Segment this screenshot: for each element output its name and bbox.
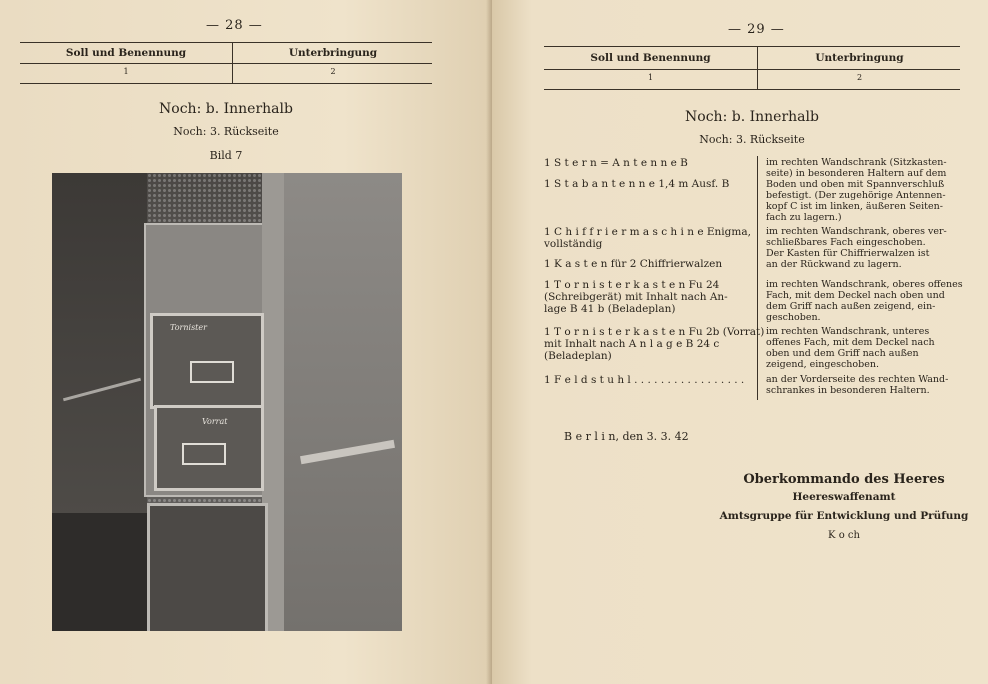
placement-text: an der Vorderseite des rechten Wand- schrankes in besonderen Haltern.	[766, 374, 949, 396]
header-col-2: Unterbringung 2	[757, 47, 961, 89]
table-header	[544, 46, 960, 90]
page-number: — 29 —	[728, 22, 785, 37]
header-col-1: Soll und Benennung 1	[590, 52, 711, 82]
list-item: 1 S t e r n = A n t e n n e B	[544, 157, 688, 169]
placement-text: im rechten Wandschrank (Sitzkasten- seite) in besonderen Haltern auf dem Boden und oben mit Spannverschluß befestigt. (Der zugehörige Antennen- kopf C ist im linken, äußeren Seiten- fach zu lagern.)	[766, 157, 947, 223]
photo-label-tornister: Tornister	[170, 323, 207, 332]
column-divider	[757, 156, 758, 400]
section-caption: Noch: b. Innerhalb	[685, 109, 819, 125]
signature-group: Amtsgruppe für Entwicklung und Prüfung	[719, 510, 969, 522]
figure-caption: Bild 7	[209, 149, 243, 162]
page-number: — 28 —	[206, 18, 263, 33]
table-header	[20, 42, 432, 84]
header-col-2: Unterbringung 2	[232, 43, 433, 83]
left-page	[0, 0, 492, 684]
placement-text: im rechten Wandschrank, unteres offenes Fach, mit dem Deckel nach oben und dem Griff nach außen zeigend, eingeschoben.	[766, 326, 935, 370]
photo-radio-cabinet	[52, 173, 402, 631]
list-item: 1 T o r n i s t e r k a s t e n Fu 24 (Schreibgerät) mit Inhalt nach An- lage B 41 b (Beladeplan)	[544, 279, 728, 315]
signature-dept: Heereswaffenamt	[792, 491, 896, 503]
signature-name: K o ch	[828, 530, 860, 541]
subsection-caption: Noch: 3. Rückseite	[699, 133, 805, 146]
signature-org: Oberkommando des Heeres	[743, 472, 945, 487]
list-item: 1 F e l d s t u h l . . . . . . . . . . . . . . . . .	[544, 374, 745, 386]
placement-text: im rechten Wandschrank, oberes ver- schließbares Fach eingeschoben. Der Kasten für Chiffrierwalzen ist an der Rückwand zu lagern.	[766, 226, 947, 270]
date-line: B e r l i n, den 3. 3. 42	[564, 430, 689, 443]
section-caption: Noch: b. Innerhalb	[159, 101, 293, 117]
placement-text: im rechten Wandschrank, oberes offenes Fach, mit dem Deckel nach oben und dem Griff nach außen zeigend, ein- geschoben.	[766, 279, 963, 323]
list-item: 1 S t a b a n t e n n e 1,4 m Ausf. B	[544, 178, 730, 190]
photo-label-vorrat: Vorrat	[202, 417, 228, 426]
list-item: 1 C h i f f r i e r m a s c h i n e Enigma, vollständig	[544, 226, 751, 250]
header-col-1: Soll und Benennung 1	[65, 47, 187, 76]
subsection-caption: Noch: 3. Rückseite	[173, 125, 279, 138]
list-item: 1 T o r n i s t e r k a s t e n Fu 2b (Vorrat) mit Inhalt nach A n l a g e B 24 c (Beladeplan)	[544, 326, 765, 362]
list-item: 1 K a s t e n für 2 Chiffrierwalzen	[544, 258, 723, 270]
